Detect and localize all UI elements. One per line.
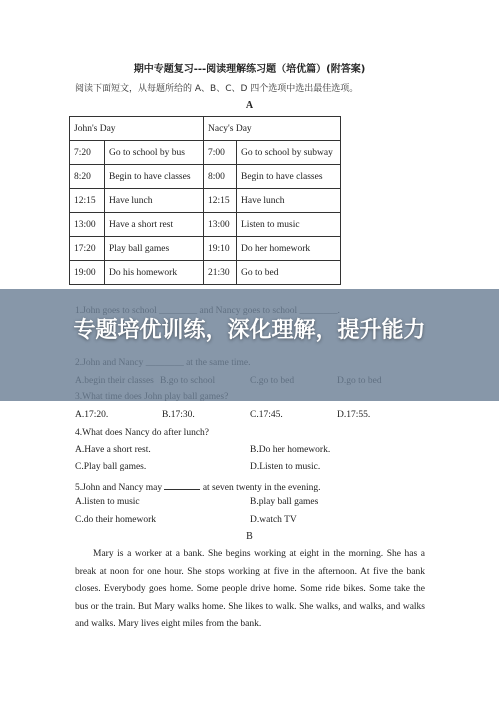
document-title: 期中专题复习---阅读理解练习题（培优篇）(附答案)	[133, 64, 366, 75]
john-activity: Go to school by bus	[105, 141, 204, 165]
q5-option-c: C.do their homework	[75, 515, 157, 525]
john-time: 7:20	[70, 141, 105, 165]
q4-option-b: B.Do her homework.	[250, 445, 331, 455]
john-time: 8:20	[70, 165, 105, 189]
q4-option-a: A.Have a short rest.	[75, 445, 151, 455]
q3-option-b: B.17:30.	[162, 410, 195, 420]
question-5	[75, 480, 321, 493]
table-row	[70, 237, 341, 261]
table-header-john: John's Day	[70, 117, 204, 141]
table-row	[70, 261, 341, 285]
q4-option-c: C.Play ball games.	[75, 462, 147, 472]
nacy-activity: Listen to music	[237, 213, 341, 237]
q5-option-a: A.listen to music	[75, 497, 140, 507]
john-time: 13:00	[70, 213, 105, 237]
table-row	[70, 213, 341, 237]
table-header-row	[70, 117, 341, 141]
q3-option-c: C.17:45.	[250, 410, 283, 420]
q5-option-d: D.watch TV	[250, 515, 297, 525]
question-4: 4.What does Nancy do after lunch?	[75, 428, 210, 438]
john-activity: Have a short rest	[105, 213, 204, 237]
q4-option-d: D.Listen to music.	[250, 462, 321, 472]
q3-option-a: A.17:20.	[75, 410, 109, 420]
nacy-activity: Go to bed	[237, 261, 341, 285]
table-row	[70, 189, 341, 213]
section-a-heading: A	[245, 100, 254, 111]
john-time: 12:15	[70, 189, 105, 213]
john-time: 17:20	[70, 237, 105, 261]
nacy-activity: Begin to have classes	[237, 165, 341, 189]
promo-banner-text: 专题培优训练，深化理解，提升能力	[73, 318, 426, 343]
nacy-time: 12:15	[204, 189, 237, 213]
john-time: 19:00	[70, 261, 105, 285]
nacy-activity: Do her homework	[237, 237, 341, 261]
nacy-time: 21:30	[204, 261, 237, 285]
nacy-time: 13:00	[204, 213, 237, 237]
passage-b-text: Mary is a worker at a bank. She begins working at eight in the morning. She has a break at noon for one hour. She stops working at five in the afternoon. At five the bank closes. Everybody goes home. Some people drive home. Some ride bikes. Some take the bus or the train. But Mary walks home. She likes to walk. She walks, and walks, and walks and walks. Mary lives eight miles from the bank.	[75, 549, 425, 629]
john-activity: Do his homework	[105, 261, 204, 285]
q5-option-b: B.play ball games	[250, 497, 319, 507]
nacy-activity: Go to school by subway	[237, 141, 341, 165]
john-activity: Play ball games	[105, 237, 204, 261]
q3-option-d: D.17:55.	[337, 410, 371, 420]
schedule-table	[69, 116, 341, 285]
table-header-nacy: Nacy's Day	[204, 117, 341, 141]
question-5-tail: at seven twenty in the evening.	[200, 483, 321, 493]
instruction-text: 阅读下面短文，从每题所给的 A、B、C、D 四个选项中选出最佳选项。	[75, 84, 359, 94]
nacy-time: 8:00	[204, 165, 237, 189]
table-row	[70, 141, 341, 165]
answer-blank	[164, 480, 200, 490]
section-b-heading: B	[246, 531, 253, 542]
nacy-time: 7:00	[204, 141, 237, 165]
john-activity: Have lunch	[105, 189, 204, 213]
table-row	[70, 165, 341, 189]
john-activity: Begin to have classes	[105, 165, 204, 189]
question-5-lead: 5.John and Nancy may	[75, 483, 165, 493]
nacy-activity: Have lunch	[237, 189, 341, 213]
nacy-time: 19:10	[204, 237, 237, 261]
passage-b	[75, 546, 425, 634]
